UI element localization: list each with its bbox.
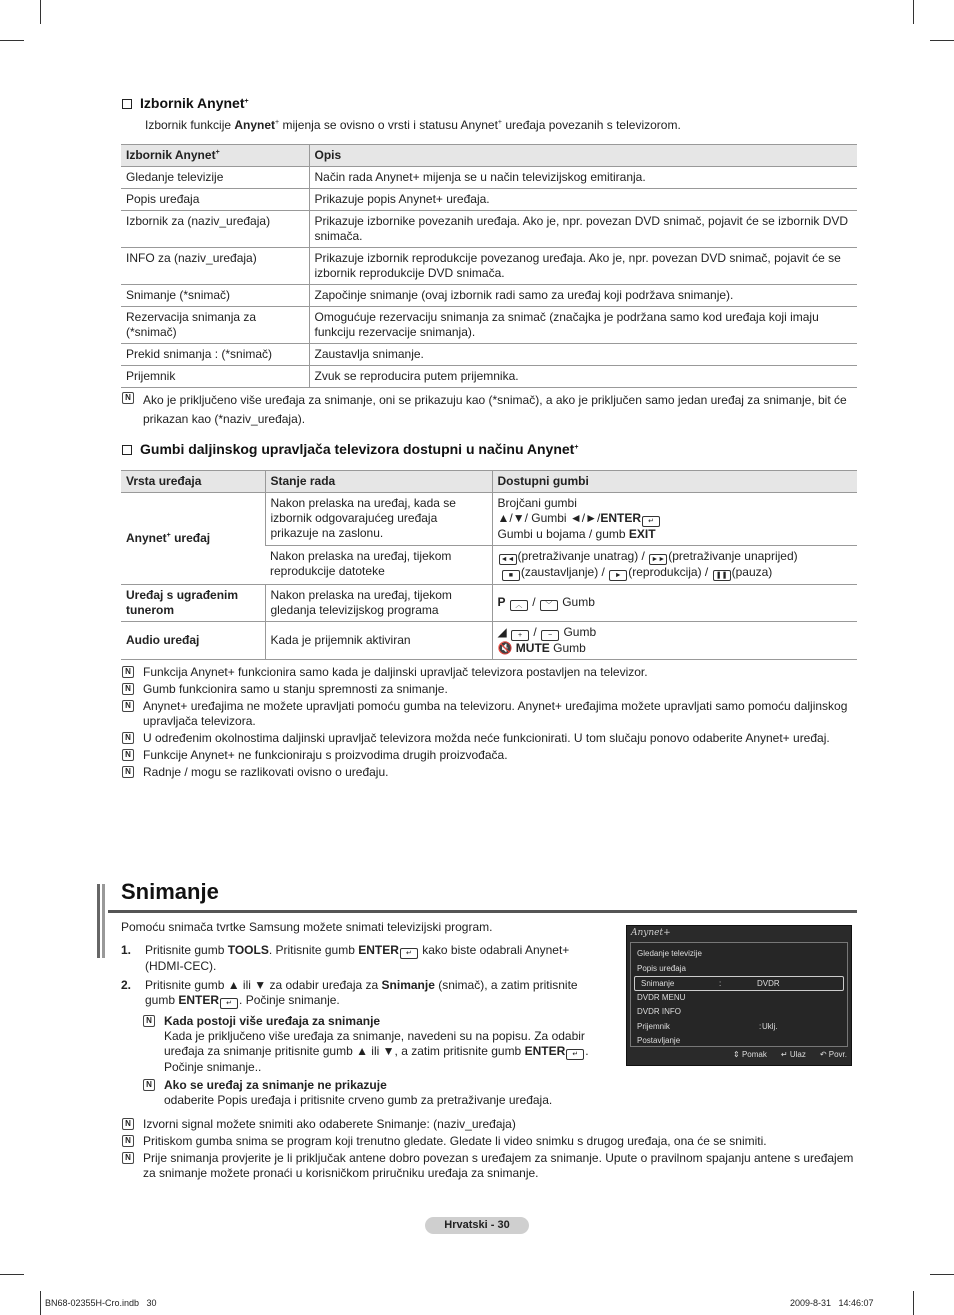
table-cell: Snimanje (*snimač) xyxy=(121,285,309,307)
table-row xyxy=(121,248,857,285)
play-icon: ► xyxy=(609,570,627,581)
enter-icon: ↵ xyxy=(642,516,660,527)
table-cell: Način rada Anynet+ mijenja se u način televizijskog emitiranja. xyxy=(309,167,857,189)
table-row xyxy=(121,211,857,248)
osd-menu-item-selected[interactable]: Snimanje : DVDR xyxy=(634,976,844,991)
volume-icon: ◢ xyxy=(497,625,507,639)
table-cell: Brojčani gumbi ▲/▼/ Gumbi ◄/►/ENTER ↵ Gumbi u bojama / gumb EXIT xyxy=(492,493,857,546)
table-cell: Uređaj s ugrađenim tunerom xyxy=(121,585,265,622)
table-cell: Zvuk se reproducira putem prijemnika. xyxy=(309,366,857,388)
table-header: Vrsta uređaja xyxy=(121,471,265,493)
table-header: Izbornik Anynet+ xyxy=(121,145,309,167)
table-cell: Kada je prijemnik aktiviran xyxy=(265,622,492,660)
table-cell: Prikazuje popis Anynet+ uređaja. xyxy=(309,189,857,211)
return-icon: ↶ xyxy=(819,1050,827,1059)
osd-footer xyxy=(627,1047,851,1060)
recording-instructions xyxy=(121,920,601,1110)
note-icon: N xyxy=(122,766,134,778)
table-cell: Nakon prelaska na uređaj, tijekom gledanja televizijskog programa xyxy=(265,585,492,622)
note: N Gumb funkcionira samo u stanju spremnosti za snimanje. xyxy=(122,682,858,697)
table-cell: ◢ + / − Gumb 🔇 MUTE Gumb xyxy=(492,622,857,660)
heading-bar xyxy=(102,884,105,958)
crop-mark xyxy=(40,0,41,24)
note: N U određenim okolnostima daljinski upravljač televizora možda neće funkcionirati. U tom slučaju ponovo odaberite Anynet+ uređaj. xyxy=(122,731,858,746)
intro-text: Pomoću snimača tvrtke Samsung možete snimati televizijski program. xyxy=(121,920,493,934)
osd-menu xyxy=(630,942,848,1047)
checkbox-icon xyxy=(122,99,132,109)
heading-bar xyxy=(97,884,100,958)
note: N Kada postoji više uređaja za snimanje Kada je priključeno više uređaja za snimanje, navedeni su na popisu. Za odabir uređaja za snimanje pritisnite gumb ▲ ili ▼, a zatim pritisnite gumb ENTER ↵ . Počinje snimanje.. xyxy=(143,1014,601,1075)
crop-mark xyxy=(930,40,954,41)
section-intro: Izbornik funkcije Anynet+ mijenja se ovisno o vrsti i statusu Anynet+ uređaja povezanih s televizorom. xyxy=(145,118,681,132)
crop-mark xyxy=(930,1274,954,1275)
table-cell: Prikazuje izbornike povezanih uređaja. Ako je, npr. povezan DVD snimač, pojavit će se izbornik DVD snimača. xyxy=(309,211,857,248)
channel-down-icon: ﹀ xyxy=(540,600,558,611)
table-row xyxy=(121,167,857,189)
table-cell: Nakon prelaska na uređaj, kada se izbornik odgovarajućeg uređaja prikazuje na zaslonu. xyxy=(265,493,492,546)
enter-icon: ↵ xyxy=(220,998,238,1009)
crop-mark xyxy=(913,1291,914,1315)
note: N Ako se uređaj za snimanje ne prikazuje odaberite Popis uređaja i pritisnite crveno gumb za pretraživanje uređaja. xyxy=(143,1078,601,1108)
crop-mark xyxy=(0,40,24,41)
note-icon: N xyxy=(122,749,134,761)
note-icon: N xyxy=(122,1152,134,1164)
volume-down-icon: − xyxy=(541,630,559,641)
crop-mark xyxy=(913,0,914,24)
table-row xyxy=(121,189,857,211)
stop-icon: ■ xyxy=(502,570,520,581)
table-row xyxy=(121,307,857,344)
osd-menu-item[interactable]: Gledanje televizije xyxy=(637,949,702,958)
table-cell: Gledanje televizije xyxy=(121,167,309,189)
note-icon: N xyxy=(143,1079,155,1091)
crop-mark xyxy=(40,1291,41,1315)
table-cell: Popis uređaja xyxy=(121,189,309,211)
table-row xyxy=(121,344,857,366)
mute-icon: 🔇 xyxy=(497,641,513,655)
table-row xyxy=(121,622,857,660)
section-heading: Snimanje xyxy=(121,879,219,904)
table-cell: Anynet+ uređaj xyxy=(121,493,265,585)
table-cell: Nakon prelaska na uređaj, tijekom reprodukcije datoteke xyxy=(265,546,492,585)
table-header: Stanje rada xyxy=(265,471,492,493)
note-icon: N xyxy=(122,683,134,695)
notes-list xyxy=(122,1117,858,1183)
osd-menu-item[interactable]: DVDR MENU xyxy=(637,992,686,1002)
note-icon: N xyxy=(122,732,134,744)
section-title: Gumbi daljinskog upravljača televizora dostupni u načinu Anynet+ xyxy=(122,442,578,457)
notes-list xyxy=(122,665,858,782)
note-icon: N xyxy=(122,700,134,712)
table-cell: P ︿ / ﹀ Gumb xyxy=(492,585,857,622)
note-icon: N xyxy=(122,1135,134,1147)
rewind-icon: ◄◄ xyxy=(499,554,517,565)
table-cell: Rezervacija snimanja za (*snimač) xyxy=(121,307,309,344)
volume-up-icon: + xyxy=(511,630,529,641)
osd-menu-item[interactable]: Popis uređaja xyxy=(637,963,686,973)
osd-menu-item[interactable]: Prijemnik : Uklj. xyxy=(637,1021,778,1031)
osd-menu-item[interactable]: Postavljanje xyxy=(637,1036,681,1045)
section-anynet-menu xyxy=(122,96,249,111)
section-title: Izbornik Anynet+ xyxy=(122,96,249,111)
page-number: Hrvatski - 30 xyxy=(425,1217,529,1234)
table-row xyxy=(121,285,857,307)
osd-footer-enter: ↵ Ulaz xyxy=(780,1050,806,1059)
enter-icon: ↵ xyxy=(780,1050,788,1059)
table-cell: Omogućuje rezervaciju snimanja za snimač (značajka je podržana samo kod uređaja koji imaju funkciju rezervacije snimanja). xyxy=(309,307,857,344)
pause-icon: ❚❚ xyxy=(713,570,731,581)
remote-buttons-table xyxy=(121,470,857,660)
table-row xyxy=(121,493,857,546)
enter-icon: ↵ xyxy=(400,948,418,959)
anynet-osd-screenshot xyxy=(626,925,852,1066)
move-icon: ⇕ xyxy=(733,1050,740,1059)
table-cell: ◄◄ (pretraživanje unatrag) / ►► (pretraživanje unaprijed) ■ (zaustavljanje) / ► (reprodukcija) / ❚❚ (pauza) xyxy=(492,546,857,585)
note: N Izvorni signal možete snimiti ako odaberete Snimanje: (naziv_uređaja) xyxy=(122,1117,858,1132)
table-cell: Zaustavlja snimanje. xyxy=(309,344,857,366)
note: N Prije snimanja provjerite je li priključak antene dobro povezan s uređajem za snimanje. Upute o pravilnom spajanju antene s uređajem za snimanje možete pronaći u korisničkom priručniku uređaja za snimanje. xyxy=(122,1151,858,1181)
osd-menu-item[interactable]: DVDR INFO xyxy=(637,1007,681,1016)
note: N Anynet+ uređajima ne možete upravljati pomoću gumba na televizoru. Anynet+ uređajima možete upravljati samo pomoću daljinskog upravljača televizora. xyxy=(122,699,858,729)
table-cell: Prikazuje izbornik reprodukcije povezanog uređaja. Ako je, npr. povezan DVD snimač, pojavit će se izbornik reprodukcije DVD snimača. xyxy=(309,248,857,285)
note: N Pritiskom gumba snima se program koji trenutno gledate. Gledate li video snimku s drugog uređaja, ona će se snimiti. xyxy=(122,1134,858,1149)
enter-icon: ↵ xyxy=(566,1049,584,1060)
table-cell: INFO za (naziv_uređaja) xyxy=(121,248,309,285)
note: N Funkcije Anynet+ ne funkcioniraju s proizvodima drugih proizvođača. xyxy=(122,748,858,763)
table-header: Dostupni gumbi xyxy=(492,471,857,493)
crop-mark xyxy=(0,1274,24,1275)
heading-rule xyxy=(108,910,857,913)
table-cell: Započinje snimanje (ovaj izbornik radi samo za uređaj koji podržava snimanje). xyxy=(309,285,857,307)
fast-forward-icon: ►► xyxy=(649,554,667,565)
note-icon: N xyxy=(122,392,134,404)
table-cell: Prekid snimanja : (*snimač) xyxy=(121,344,309,366)
note: N Ako je priključeno više uređaja za snimanje, oni se prikazuju kao (*snimač), a ako je priključen samo jedan uređaj za snimanje, bit će prikazan kao (*naziv_uređaja). xyxy=(122,391,858,429)
osd-footer-back: ↶ Povr. xyxy=(819,1050,847,1059)
osd-footer-move: ⇕ Pomak xyxy=(733,1050,767,1059)
note: N Radnje / mogu se razlikovati ovisno o uređaju. xyxy=(122,765,858,780)
table-header: Opis xyxy=(309,145,857,167)
table-row xyxy=(121,585,857,622)
table-row xyxy=(121,366,857,388)
print-date: 2009-8-31 14:46:07 xyxy=(790,1298,874,1308)
note-icon: N xyxy=(143,1015,155,1027)
checkbox-icon xyxy=(122,445,132,455)
table-cell: Prijemnik xyxy=(121,366,309,388)
note-icon: N xyxy=(122,666,134,678)
table-cell: Audio uređaj xyxy=(121,622,265,660)
sub-notes xyxy=(143,1014,601,1108)
step-1: 1. Pritisnite gumb TOOLS. Pritisnite gumb ENTER ↵ kako biste odabrali Anynet+ (HDMI-CEC). xyxy=(121,943,570,973)
anynet-logo: Anynet+ xyxy=(631,928,671,938)
table-cell: Izbornik za (naziv_uređaja) xyxy=(121,211,309,248)
file-info: BN68-02355H-Cro.indb 30 xyxy=(45,1298,157,1308)
note: N Funkcija Anynet+ funkcionira samo kada je daljinski upravljač televizora postavljen na televizor. xyxy=(122,665,858,680)
note-icon: N xyxy=(122,1118,134,1130)
channel-up-icon: ︿ xyxy=(510,600,528,611)
step-2: 2. Pritisnite gumb ▲ ili ▼ za odabir uređaja za Snimanje (snimač), a zatim pritisnite gumb ENTER ↵ . Počinje snimanje. xyxy=(121,978,578,1007)
anynet-menu-table xyxy=(121,144,857,388)
